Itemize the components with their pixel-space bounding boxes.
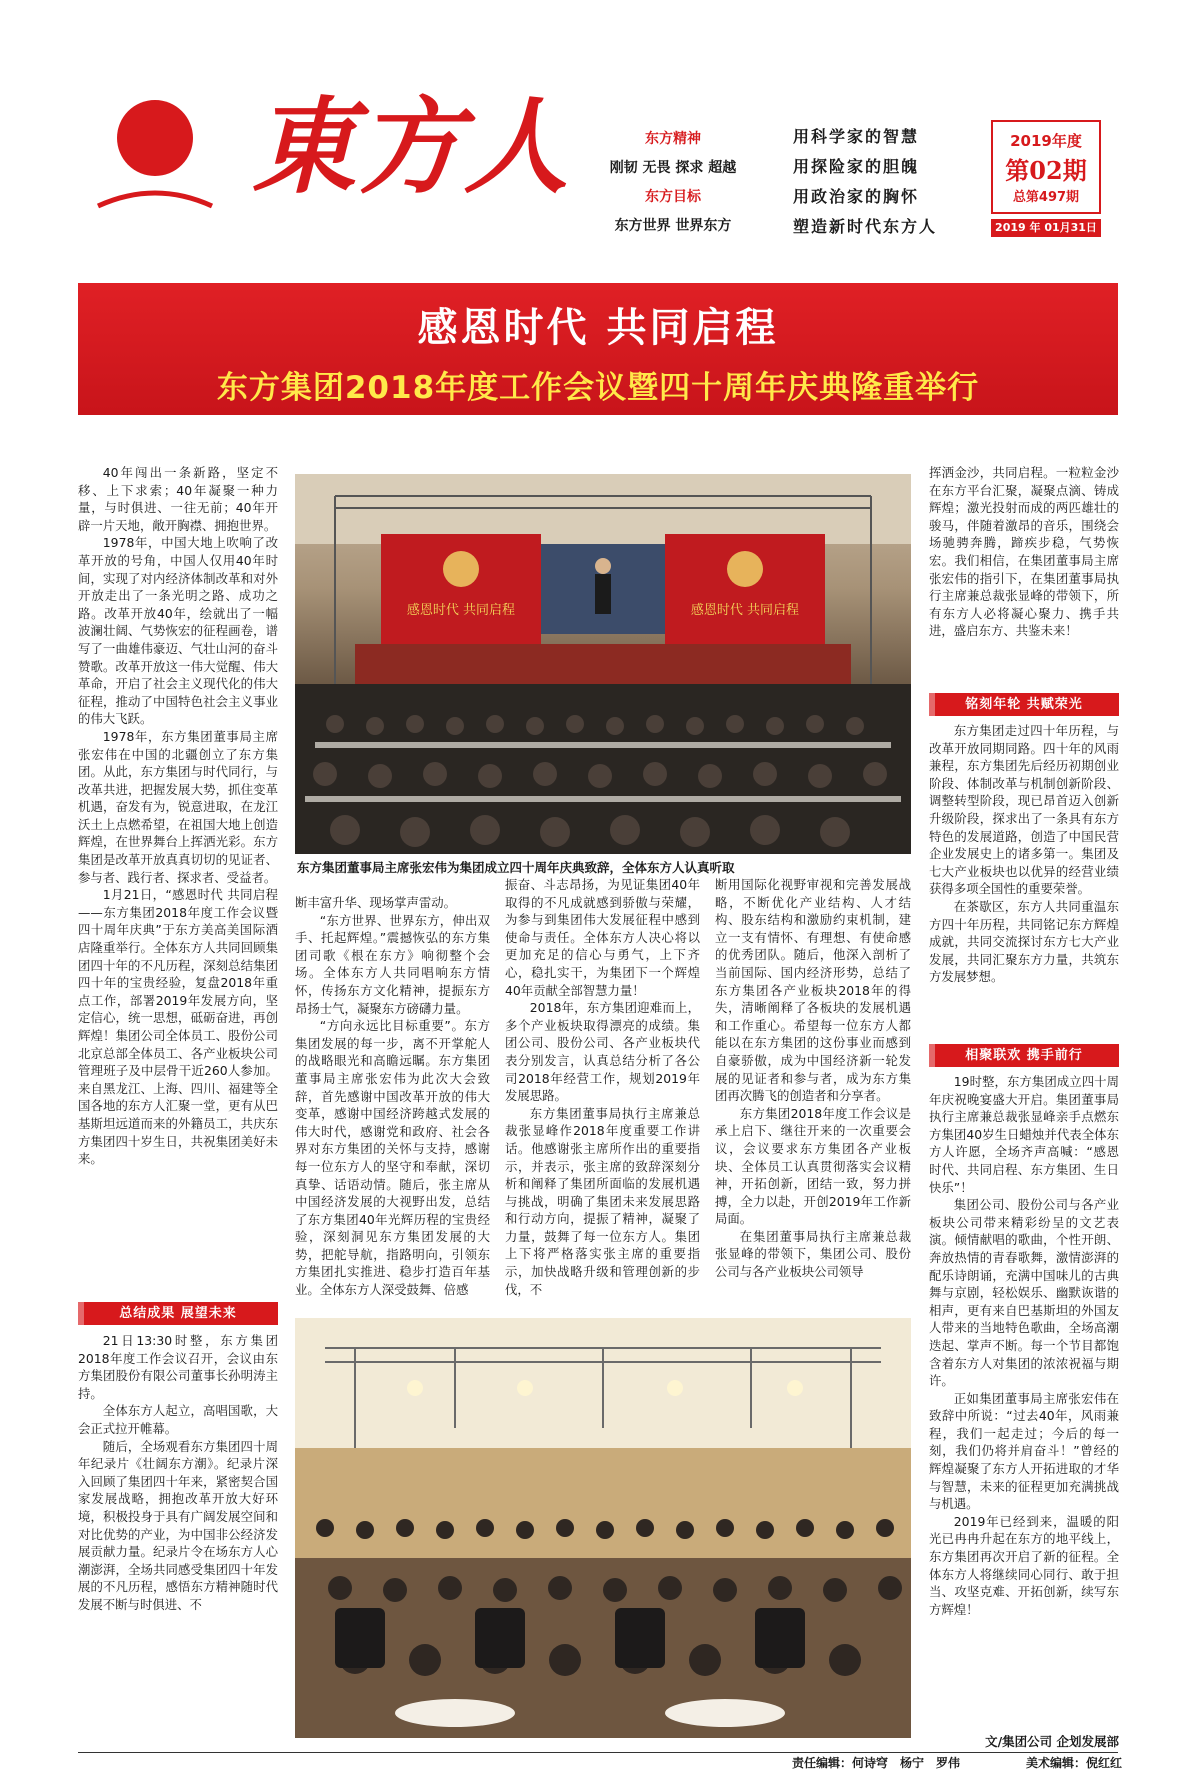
logo-sun xyxy=(117,100,193,176)
photo-keynote-illustration xyxy=(295,474,911,854)
photo-keynote-speech xyxy=(295,474,911,854)
paragraph: 1978年，东方集团董事局主席张宏伟在中国的北疆创立了东方集团。从此，东方集团与时代同行，与改革共进，把握发展大势，抓住变革机遇，奋发有为，锐意进取，在龙江沃土上点燃希望，在祖国大地上创造辉煌，在世界舞台上挥洒光彩。东方集团是改革开放真真切切的见证者、参与者、践行者、探求者、受益者。 xyxy=(78,728,278,885)
paragraph: 断丰富升华、现场掌声雷动。 xyxy=(295,895,457,910)
issue-total: 总第497期 xyxy=(1012,190,1080,205)
issue-number: 第02期 xyxy=(1005,156,1087,185)
slogan-3: 用政治家的胸怀 xyxy=(793,187,920,206)
paragraph: 东方集团2018年度工作会议是承上启下、继往开来的一次重要会议，会议要求东方集团各产业板块、全体员工认真贯彻落实会议精神，开拓创新，团结一致，努力拼搏，全力以赴，开创2019年工作新局面。 xyxy=(715,1105,911,1227)
footer-editors: 责任编辑：何诗穹 杨宁 罗伟 xyxy=(792,1756,961,1770)
paragraph: 在集团董事局执行主席兼总裁张显峰的带领下，集团公司、股份公司与各产业板块公司领导 xyxy=(715,1228,911,1280)
paragraph: 正如集团董事局主席张宏伟在致辞中所说：“过去40年，风雨兼程，我们一起走过；今后的每一刻，我们仍将并肩奋斗！”曾经的辉煌凝聚了东方人开拓进取的才华与智慧，未来的征程更加充满挑战与机遇。 xyxy=(929,1390,1119,1512)
photo-banquet xyxy=(295,1318,911,1738)
article-column-4 xyxy=(715,876,911,1281)
headline-sub: 东方集团2018年度工作会议暨四十周年庆典隆重举行 xyxy=(216,370,980,406)
paragraph: 挥洒金沙，共同启程。一粒粒金沙在东方平台汇聚，凝聚点滴、铸成辉煌；激光投射而成的两匹雄壮的骏马，伴随着激昂的音乐，围绕会场驰骋奔腾，蹄疾步稳，气势恢宏。我们相信，在集团董事局主席张宏伟的指引下，在集团董事局执行主席兼总裁张显峰的带领下，所有东方人必将凝心聚力、携手共进，盛启东方、共鉴未来！ xyxy=(929,465,1119,639)
paragraph: 振奋、斗志昂扬，为见证集团40年取得的不凡成就感到骄傲与荣耀，为参与到集团伟大发展征程中感到使命与责任。全体东方人决心将以更加充足的信心与勇气，上下齐心，稳扎实干，为集团下一个辉煌40年贡献全部智慧力量！ xyxy=(505,877,700,998)
stage-text-left: 感恩时代 共同启程 xyxy=(406,603,516,618)
article-column-3 xyxy=(505,876,700,1298)
paragraph: 1月21日，“感恩时代 共同启程——东方集团2018年度工作会议暨四十周年庆典”于东方美高美国际酒店隆重举行。全体东方人共同回顾集团四十年的不凡历程，深刻总结集团四十年的宝贵经验，复盘2018年重点工作，部署2019年发展方向，坚定信心，统一思想，砥砺奋进，再创辉煌！集团公司全体员工、股份公司北京总部全体员工、各产业板块公司管理班子及中层骨干近260人参加。来自黑龙江、上海、四川、福建等全国各地的东方人汇聚一堂，更有从巴基斯坦远道而来的外籍员工，共庆东方集团四十岁生日，共祝集团美好未来。 xyxy=(78,887,278,1167)
paragraph: 2019年已经到来，温暖的阳光已冉冉升起在东方的地平线上，东方集团再次开启了新的征程。全体东方人将继续同心同行、敢于担当、攻坚克难、开拓创新，续写东方辉煌！ xyxy=(929,1513,1119,1617)
article-column-1 xyxy=(78,464,278,1168)
paragraph: 21日13:30时整，东方集团2018年度工作会议召开，会议由东方集团股份有限公司董事长孙明涛主持。 xyxy=(78,1333,278,1401)
goal-label: 东方目标 xyxy=(645,189,701,205)
paragraph: 东方集团董事局执行主席兼总裁张显峰作2018年度重要工作讲话。他感谢张主席所作出的重要指示，并表示，张主席的致辞深刻分析和阐释了集团所面临的发展机遇与挑战，明确了集团未来发展思路和行动方向，提振了精神，凝聚了力量，鼓舞了每一位东方人。集团上下将严格落实张主席的重要指示，加快战略升级和管理创新的步伐，不 xyxy=(505,1105,700,1297)
slogan-1: 用科学家的智慧 xyxy=(793,127,920,146)
logo-horizon-arc xyxy=(96,186,214,210)
paragraph: 全体东方人起立，高唱国歌，大会正式拉开帷幕。 xyxy=(78,1403,278,1436)
photo-banquet-illustration xyxy=(295,1318,911,1738)
byline: 文/集团公司 企划发展部 xyxy=(985,1734,1119,1749)
footer-rule xyxy=(78,1752,1118,1753)
goal-text: 东方世界 世界东方 xyxy=(614,218,732,234)
paragraph: 东方集团走过四十年历程，与改革开放同期同路。四十年的风雨兼程，东方集团先后经历初期创业阶段、体制改革与机制创新阶段、调整转型阶段，现已昂首迈入创新升级阶段，探求出了一条具有东方特色的发展道路，创造了中国民营企业发展史上的诸多第一。集团及七大产业板块也以优异的经营业绩获得多项全国性的重要荣誉。 xyxy=(929,723,1119,897)
spirit-text: 刚韧 无畏 探求 超越 xyxy=(609,160,737,176)
paragraph: 40年闯出一条新路，坚定不移、上下求索；40年凝聚一种力量，与时俱进、一往无前；40年开辟一片天地，敞开胸襟、拥抱世界。 xyxy=(78,465,278,533)
slogan-4: 塑造新时代东方人 xyxy=(793,217,938,236)
paragraph: 在茶歇区，东方人共同重温东方四十年历程，共同铭记东方辉煌成就，共同交流探讨东方七大产业发展，共同汇聚东方力量，共筑东方发展梦想。 xyxy=(929,898,1119,985)
photo1-caption: 东方集团董事局主席张宏伟为集团成立四十周年庆典致辞，全体东方人认真听取 xyxy=(297,860,735,875)
issue-box xyxy=(991,120,1101,214)
article-column-1b xyxy=(78,1332,278,1614)
footer-art-editor: 美术编辑：倪红红 xyxy=(1026,1756,1123,1770)
section-heading-gathering: 相聚联欢 携手前行 xyxy=(929,1044,1119,1067)
issue-date: 2019 年 01月31日 xyxy=(991,219,1101,237)
slogan-2: 用探险家的胆魄 xyxy=(793,157,920,176)
section-heading-milestones: 铭刻年轮 共赋荣光 xyxy=(929,693,1119,716)
headline-main: 感恩时代 共同启程 xyxy=(417,305,779,351)
paragraph: 2018年，东方集团迎难而上，多个产业板块取得漂亮的成绩。集团公司、股份公司、各产业板块代表分别发言，认真总结分析了各公司2018年经营工作，规划2019年发展思路。 xyxy=(505,1000,700,1104)
masthead-title: 東方人 xyxy=(252,85,571,208)
article-column-2 xyxy=(295,894,490,1299)
paragraph: 1978年，中国大地上吹响了改革开放的号角，中国人仅用40年时间，实现了对内经济体制改革和对外开放走出了一条光明之路、成功之路。改革开放40年，绘就出了一幅波澜壮阔、气势恢宏的征程画卷，谱写了一曲雄伟豪迈、气壮山河的奋斗赞歌。改革开放这一伟大觉醒、伟大革命，开启了社会主义现代化的伟大征程，推动了中国特色社会主义事业的伟大飞跃。 xyxy=(78,535,278,727)
stage-text-right: 感恩时代 共同启程 xyxy=(690,603,800,618)
spirit-label: 东方精神 xyxy=(645,131,701,147)
paragraph: “东方世界、世界东方，伸出双手、托起辉煌。”震撼恢弘的东方集团司歌《根在东方》响彻整个会场。全体东方人共同唱响东方情怀，传扬东方文化精神，提振东方昂扬士气，凝聚东方磅礴力量。 xyxy=(295,912,490,1016)
issue-year: 2019年度 xyxy=(1010,132,1082,150)
paragraph: “方向永远比目标重要”。东方集团发展的每一步，离不开掌舵人的战略眼光和高瞻远瞩。东方集团董事局主席张宏伟为此次大会致辞，首先感谢中国改革开放的伟大变革，感谢中国经济跨越式发展的伟大时代，感谢党和政府、社会各界对东方集团的关怀与支持，感谢每一位东方人的坚守和奉献，深切真挚、话语动情。随后，张主席从中国经济发展的大视野出发，总结了东方集团40年光辉历程的宝贵经验，深刻洞见东方集团发展的大势，把舵导航，指路明向，引领东方集团扎实推进、稳步打造百年基业。全体东方人深受鼓舞、倍感 xyxy=(295,1018,490,1298)
paragraph: 集团公司、股份公司与各产业板块公司带来精彩纷呈的文艺表演。倾情献唱的歌曲，个性开朗、奔放热情的青春歌舞，激情澎湃的配乐诗朗诵，充满中国味儿的古典舞与京剧，轻松娱乐、幽默诙谐的相声，更有来自巴基斯坦的外国友人带来的当地特色歌曲，全场高潮迭起、掌声不断。每一个节目都饱含着东方人对集团的浓浓祝福与期许。 xyxy=(929,1197,1119,1389)
paragraph: 断用国际化视野审视和完善发展战略，不断优化产业结构、人才结构、股东结构和激励约束机制，建立一支有情怀、有理想、有使命感的优秀团队。随后，他深入剖析了当前国际、国内经济形势，总结了东方集团各产业板块2018年的得失，清晰阐释了各板块的发展机遇和工作重心。希望每一位东方人都能以在东方集团的这份事业而感到自豪骄傲，成为中国经济新一轮发展的见证者和参与者，成为东方集团再次腾飞的创造者和分享者。 xyxy=(715,877,911,1104)
article-column-5 xyxy=(929,464,1119,640)
article-column-5c xyxy=(929,1073,1119,1618)
paragraph: 随后，全场观看东方集团四十周年纪录片《壮阔东方潮》。纪录片深入回顾了集团四十年来，紧密契合国家发展战略，拥抱改革开放大好环境，积极投身于具有广阔发展空间和对比优势的产业，为中国非公经济发展贡献力量。纪录片令在场东方人心潮澎湃，全场共同感受集团四十年发展的不凡历程，感悟东方精神随时代发展不断与时俱进、不 xyxy=(78,1438,278,1612)
section-heading-summary: 总结成果 展望未来 xyxy=(78,1302,278,1325)
article-column-5b xyxy=(929,722,1119,986)
paragraph: 19时整，东方集团成立四十周年庆祝晚宴盛大开启。集团董事局执行主席兼总裁张显峰亲手点燃东方集团40岁生日蜡烛并代表全体东方人许愿，全场齐声高喊：“感恩时代、共同启程、东方集团、生日快乐”！ xyxy=(929,1074,1119,1195)
